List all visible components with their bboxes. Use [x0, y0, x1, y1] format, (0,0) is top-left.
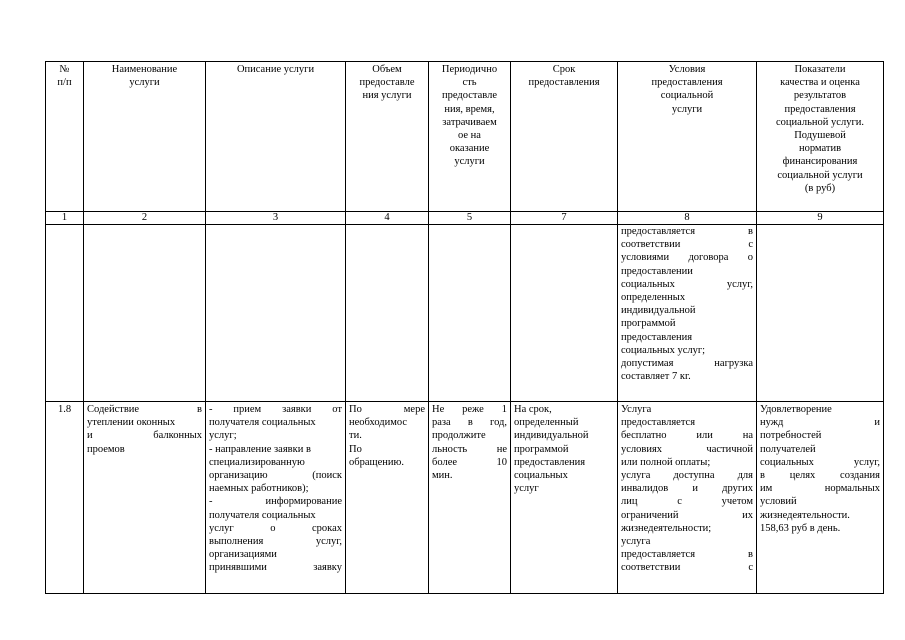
header-term: Срок предоставления — [511, 62, 618, 212]
column-number: 8 — [618, 212, 757, 225]
header-quality: Показатели качества и оценка результатов предоставления социальной услуги. Подушевой норматив финансирования социальной услуги (в руб) — [757, 62, 884, 212]
column-number: 2 — [84, 212, 206, 225]
continuation-row — [46, 225, 884, 402]
header-number: № п/п — [46, 62, 84, 212]
service-volume-cell: По мере необходимос ти. По обращению. — [346, 402, 429, 594]
column-number: 5 — [429, 212, 511, 225]
column-number: 4 — [346, 212, 429, 225]
service-name-cell: Содействие в утеплении оконных и балконных проемов — [84, 402, 206, 594]
header-row — [46, 62, 884, 212]
header-description: Описание услуги — [206, 62, 346, 212]
column-number: 3 — [206, 212, 346, 225]
header-volume: Объем предоставле ния услуги — [346, 62, 429, 212]
column-number: 7 — [511, 212, 618, 225]
row-number: 1.8 — [46, 402, 84, 594]
column-number-row — [46, 212, 884, 225]
header-name: Наименование услуги — [84, 62, 206, 212]
continuation-conditions-cell: предоставляется в соответствии с условиями договора о предоставлении социальных услуг, определенных индивидуальной программой предоставления социальных услуг; допустимая нагрузка составляет 7 кг. — [618, 225, 757, 402]
header-conditions: Условия предоставления социальной услуги — [618, 62, 757, 212]
column-number: 9 — [757, 212, 884, 225]
service-conditions-cell: Услуга предоставляется бесплатно или на условиях частичной или полной оплаты; услуга доступна для инвалидов и других лиц с учетом ограничений их жизнедеятельности; услуга предоставляется в соответствии с — [618, 402, 757, 594]
services-table — [45, 61, 884, 594]
service-periodicity-cell: Не реже 1 раза в год, продолжите льность не более 10 мин. — [429, 402, 511, 594]
header-periodicity: Периодично сть предоставле ния, время, затрачиваем ое на оказание услуги — [429, 62, 511, 212]
column-number: 1 — [46, 212, 84, 225]
service-quality-cell: Удовлетворение нужд и потребностей получателей социальных услуг, в целях создания им нормальных условий жизнедеятельности. 158,63 руб в день. — [757, 402, 884, 594]
service-row-1-8 — [46, 402, 884, 594]
document-page — [45, 61, 883, 594]
service-term-cell: На срок, определенный индивидуальной программой предоставления социальных услуг — [511, 402, 618, 594]
service-description-cell: - прием заявки от получателя социальных услуг; - направление заявки в специализированную организацию (поиск наемных работников); - информирование получателя социальных услуг о сроках выполнения услуг, организациями принявшими заявку — [206, 402, 346, 594]
